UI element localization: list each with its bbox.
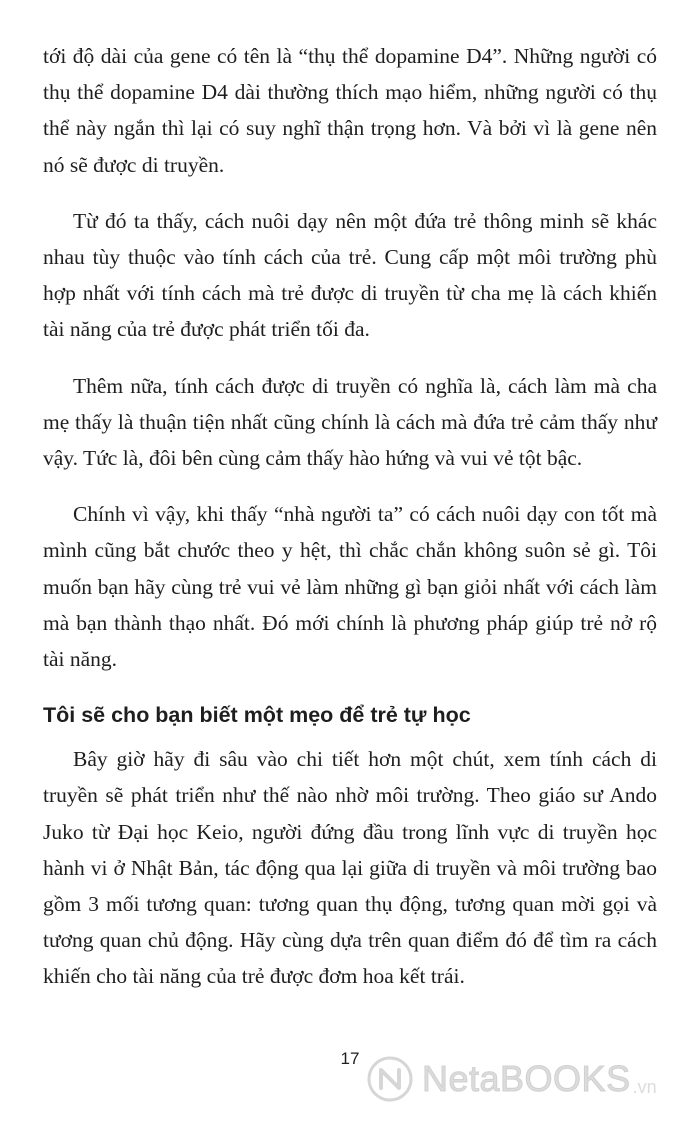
watermark-brand: NetaBOOKS	[422, 1058, 631, 1099]
paragraph: Thêm nữa, tính cách được di truyền có nghĩa là, cách làm mà cha mẹ thấy là thuận tiện nhất cũng chính là cách mà đứa trẻ cảm thấy như vậy. Tức là, đôi bên cùng cảm thấy hào hứng và vui vẻ tột bậc.	[43, 373, 657, 471]
netabooks-logo-icon	[366, 1055, 414, 1103]
section-heading: Tôi sẽ cho bạn biết một mẹo để trẻ tự học	[43, 703, 471, 728]
watermark-suffix: .vn	[632, 1077, 657, 1097]
paragraph: Bây giờ hãy đi sâu vào chi tiết hơn một chút, xem tính cách di truyền sẽ phát triển như thế nào nhờ môi trường. Theo giáo sư Ando Juko từ Đại học Keio, người đứng đầu trong lĩnh vực di truyền học hành vi ở Nhật Bản, tác động qua lại giữa di truyền và môi trường bao gồm 3 mối tương quan: tương quan thụ động, tương quan mời gọi và tương quan chủ động. Hãy cùng dựa trên quan điểm đó để tìm ra cách khiến cho tài năng của trẻ được đơm hoa kết trái.	[43, 747, 657, 989]
paragraph: Chính vì vậy, khi thấy “nhà người ta” có cách nuôi dạy con tốt mà mình cũng bắt chước theo y hệt, thì chắc chắn không suôn sẻ gì. Tôi muốn bạn hãy cùng trẻ vui vẻ làm những gì bạn giỏi nhất với cách làm mà bạn thành thạo nhất. Đó mới chính là phương pháp giúp trẻ nở rộ tài năng.	[43, 502, 657, 672]
watermark	[366, 1046, 657, 1112]
paragraph: tới độ dài của gene có tên là “thụ thể dopamine D4”. Những người có thụ thể dopamine D4 dài thường thích mạo hiểm, những người có thụ thể này ngắn thì lại có suy nghĩ thận trọng hơn. Và bởi vì là gene nên nó sẽ được di truyền.	[43, 44, 657, 177]
page-number: 17	[340, 1049, 360, 1068]
book-page	[43, 38, 657, 1015]
paragraph: Từ đó ta thấy, cách nuôi dạy nên một đứa trẻ thông minh sẽ khác nhau tùy thuộc vào tính cách của trẻ. Cung cấp một môi trường phù hợp nhất với tính cách mà trẻ được di truyền từ cha mẹ là cách khiến tài năng của trẻ được phát triển tối đa.	[43, 208, 657, 342]
